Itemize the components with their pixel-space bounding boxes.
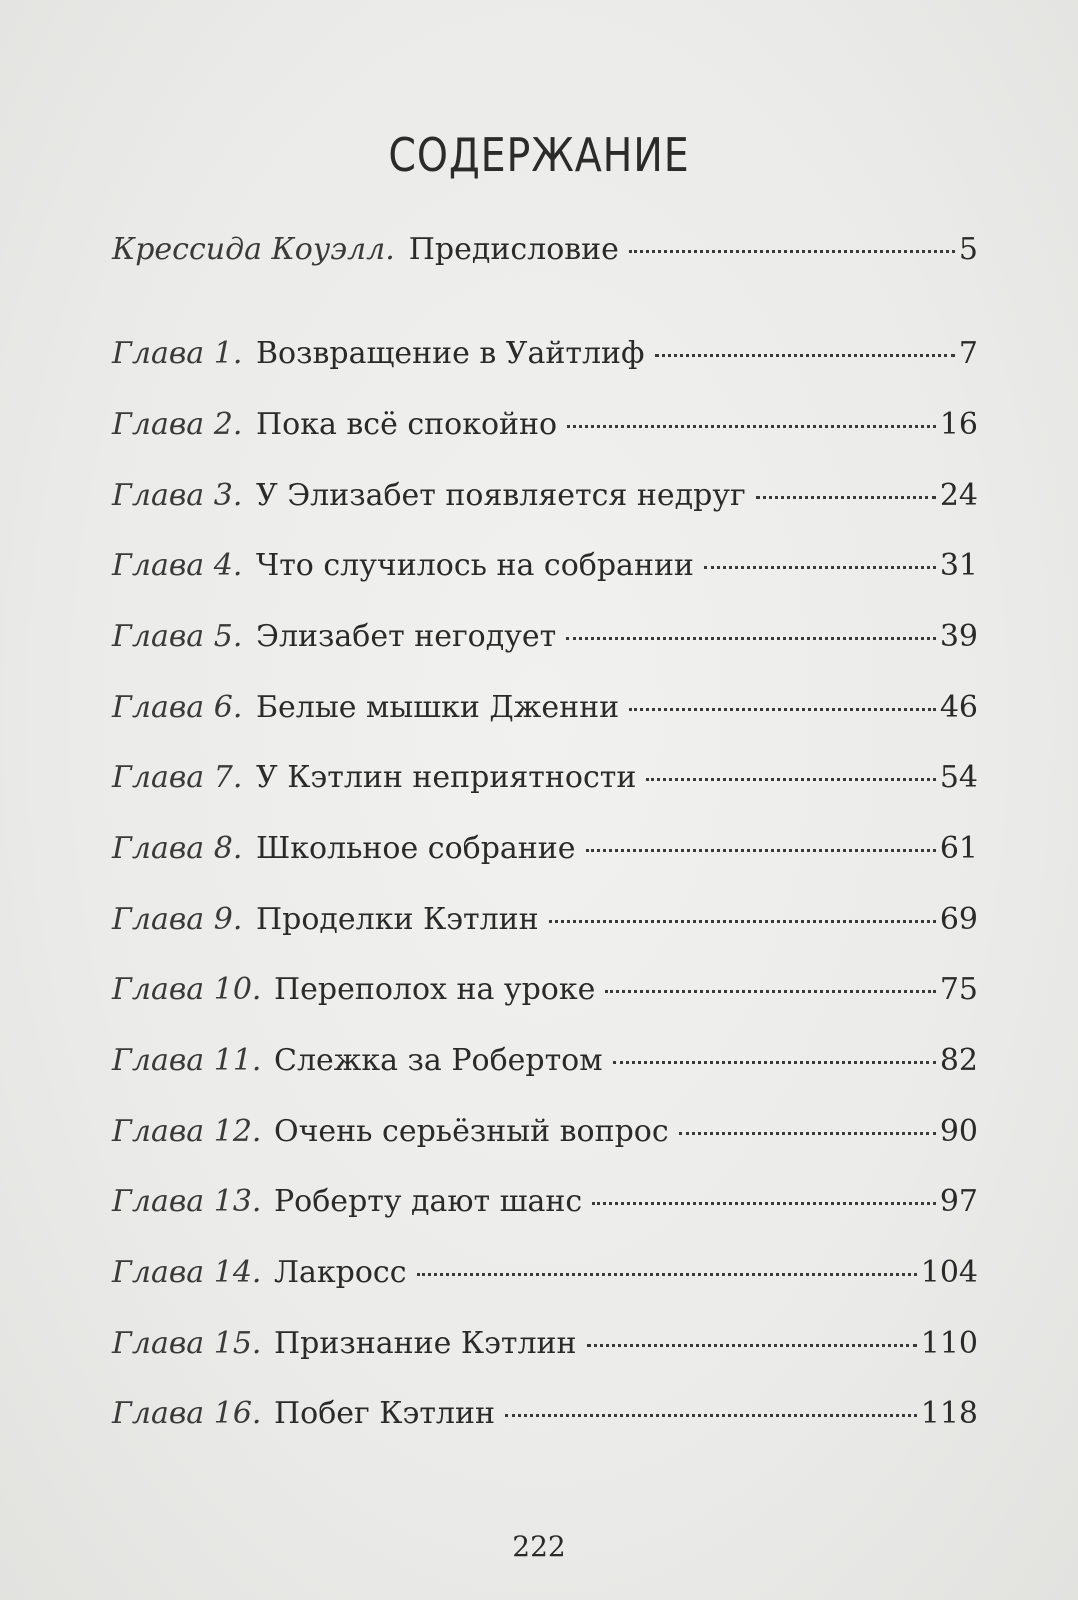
dot-leader	[587, 1334, 917, 1347]
dot-leader	[592, 1192, 936, 1205]
chapter-page: 54	[939, 760, 978, 795]
chapter-name: Элизабет негодует	[256, 619, 557, 654]
dot-leader	[756, 486, 936, 499]
chapter-label: Глава 6.	[112, 690, 243, 725]
chapter-name: Лакросс	[274, 1255, 407, 1290]
chapter-page: 110	[920, 1326, 978, 1361]
chapter-name: Школьное собрание	[256, 831, 576, 866]
dot-leader	[417, 1263, 917, 1276]
chapter-name: Проделки Кэтлин	[256, 902, 539, 937]
chapter-page: 118	[920, 1396, 978, 1431]
dot-leader	[655, 344, 955, 357]
chapter-label: Глава 12.	[112, 1114, 262, 1149]
dot-leader	[549, 910, 936, 923]
dot-leader	[679, 1122, 936, 1135]
preface-name: Предисловие	[408, 232, 619, 267]
chapter-page: 16	[939, 407, 978, 442]
toc-entry	[112, 1039, 978, 1083]
toc-entry	[112, 474, 978, 518]
chapter-page: 104	[920, 1255, 978, 1290]
dot-leader	[586, 839, 936, 852]
toc-entry	[112, 403, 978, 447]
dot-leader	[566, 627, 936, 640]
chapter-name: Слежка за Робертом	[274, 1043, 603, 1078]
chapter-label: Глава 13.	[112, 1184, 262, 1219]
dot-leader	[505, 1404, 917, 1417]
preface-page: 5	[958, 232, 978, 267]
toc-entry	[112, 827, 978, 871]
chapter-name: Возвращение в Уайтлиф	[256, 336, 645, 371]
chapter-label: Глава 5.	[112, 619, 243, 654]
page-title: СОДЕРЖАНИЕ	[388, 128, 690, 182]
chapter-name: Переполох на уроке	[274, 972, 596, 1007]
dot-leader	[613, 1051, 936, 1064]
toc-entry	[112, 615, 978, 659]
chapter-page: 24	[939, 478, 978, 513]
chapter-name: Очень серьёзный вопрос	[274, 1114, 669, 1149]
page-number: 222	[512, 1530, 566, 1563]
toc-entry	[112, 1251, 978, 1295]
toc-entry	[112, 756, 978, 800]
toc-entry	[112, 332, 978, 376]
chapter-label: Глава 10.	[112, 972, 262, 1007]
dot-leader	[629, 240, 955, 253]
chapter-label: Глава 1.	[112, 336, 243, 371]
chapter-page: 75	[939, 972, 978, 1007]
chapter-page: 97	[939, 1184, 978, 1219]
chapter-name: У Кэтлин неприятности	[256, 760, 637, 795]
chapter-label: Глава 4.	[112, 548, 243, 583]
chapter-label: Глава 14.	[112, 1255, 262, 1290]
chapter-page: 31	[939, 548, 978, 583]
chapter-label: Глава 2.	[112, 407, 243, 442]
chapter-page: 7	[958, 336, 978, 371]
chapter-name: Что случилось на собрании	[256, 548, 694, 583]
dot-leader	[567, 415, 936, 428]
toc-entry	[112, 898, 978, 942]
chapter-label: Глава 9.	[112, 902, 243, 937]
toc-entry	[112, 1180, 978, 1224]
chapter-page: 82	[939, 1043, 978, 1078]
toc-entry	[112, 968, 978, 1012]
chapter-page: 90	[939, 1114, 978, 1149]
chapter-label: Глава 11.	[112, 1043, 262, 1078]
chapter-name: Пока всё спокойно	[256, 407, 558, 442]
toc-entry	[112, 1322, 978, 1366]
toc-entry	[112, 544, 978, 588]
chapter-label: Глава 8.	[112, 831, 243, 866]
chapter-label: Глава 15.	[112, 1326, 262, 1361]
dot-leader	[704, 556, 936, 569]
toc-entry	[112, 1392, 978, 1436]
chapter-page: 46	[939, 690, 978, 725]
chapter-name: Признание Кэтлин	[274, 1326, 577, 1361]
chapter-name: Побег Кэтлин	[274, 1396, 495, 1431]
chapter-label: Глава 7.	[112, 760, 243, 795]
chapter-page: 69	[939, 902, 978, 937]
toc-entry-preface	[112, 228, 978, 272]
chapter-name: Белые мышки Дженни	[256, 690, 620, 725]
dot-leader	[605, 980, 935, 993]
chapter-label: Глава 16.	[112, 1396, 262, 1431]
toc-entry	[112, 1110, 978, 1154]
chapter-name: Роберту дают шанс	[274, 1184, 583, 1219]
chapter-page: 39	[939, 619, 978, 654]
toc-entry	[112, 686, 978, 730]
chapter-label: Глава 3.	[112, 478, 243, 513]
dot-leader	[629, 698, 936, 711]
chapter-page: 61	[939, 831, 978, 866]
preface-author: Крессида Коуэлл.	[112, 232, 395, 267]
chapter-name: У Элизабет появляется недруг	[256, 478, 746, 513]
dot-leader	[646, 768, 935, 781]
